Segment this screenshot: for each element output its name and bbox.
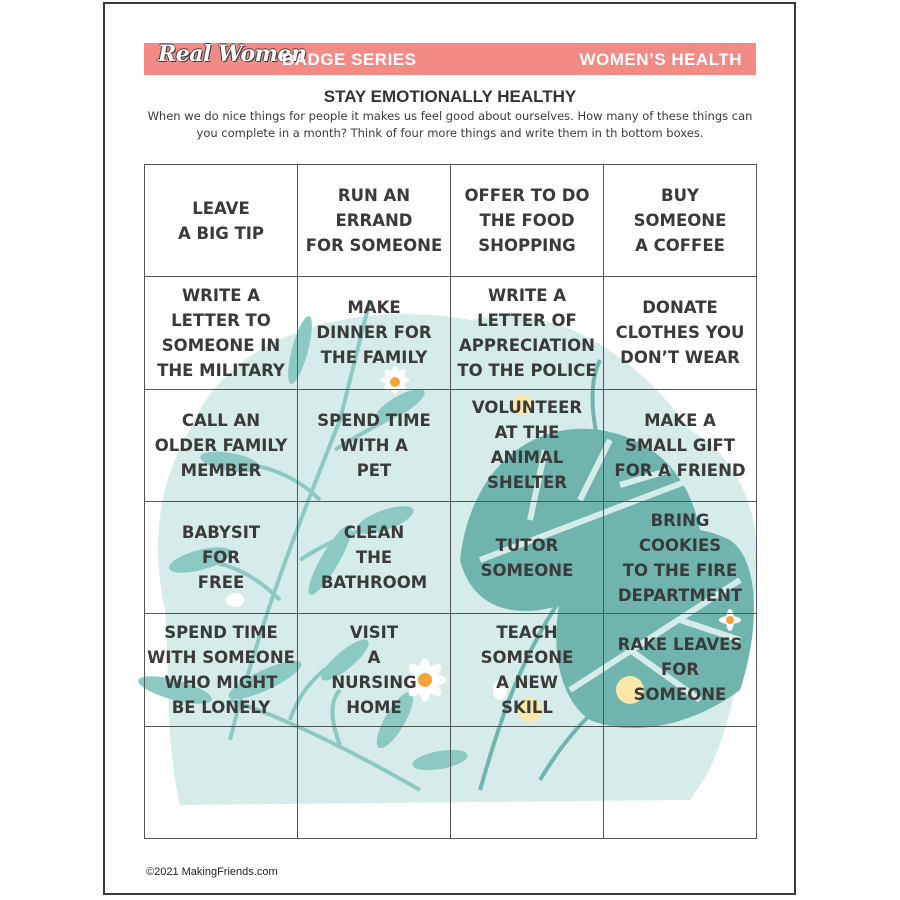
grid-cell: WRITE A LETTER OF APPRECIATION TO THE POLICE <box>450 276 604 389</box>
grid-cell: VOLUNTEER AT THE ANIMAL SHELTER <box>450 389 604 502</box>
blank-write-in-box[interactable] <box>450 726 604 839</box>
blank-write-in-box[interactable] <box>297 726 451 839</box>
grid-cell: MAKE A SMALL GIFT FOR A FRIEND <box>603 389 757 502</box>
grid-cell: CLEAN THE BATHROOM <box>297 501 451 614</box>
instructions-text: When we do nice things for people it makes us feel good about ourselves. How many of these things can you complete in a month? Think of four more things and write them in th bottom boxes. <box>147 109 753 140</box>
grid-cell: LEAVE A BIG TIP <box>144 164 298 277</box>
topic-label: WOMEN’S HEALTH <box>579 50 742 69</box>
blank-write-in-box[interactable] <box>144 726 298 839</box>
grid-cell: RAKE LEAVES FOR SOMEONE <box>603 613 757 726</box>
grid-cell: SPEND TIME WITH SOMEONE WHO MIGHT BE LONELY <box>144 613 298 726</box>
brand-logo: Real Women <box>158 41 307 67</box>
copyright-footer: ©2021 MakingFriends.com <box>146 866 278 878</box>
grid-cell: OFFER TO DO THE FOOD SHOPPING <box>450 164 604 277</box>
grid-cell: TEACH SOMEONE A NEW SKILL <box>450 613 604 726</box>
blank-write-in-box[interactable] <box>603 726 757 839</box>
grid-cell: TUTOR SOMEONE <box>450 501 604 614</box>
grid-cell: BRING COOKIES TO THE FIRE DEPARTMENT <box>603 501 757 614</box>
grid-cell: MAKE DINNER FOR THE FAMILY <box>297 276 451 389</box>
grid-cell: RUN AN ERRAND FOR SOMEONE <box>297 164 451 277</box>
grid-cell: WRITE A LETTER TO SOMEONE IN THE MILITARY <box>144 276 298 389</box>
kindness-bingo-grid <box>144 164 756 838</box>
grid-cell: VISIT A NURSING HOME <box>297 613 451 726</box>
page-title: STAY EMOTIONALLY HEALTHY <box>323 87 577 106</box>
grid-cell: CALL AN OLDER FAMILY MEMBER <box>144 389 298 502</box>
series-label: BADGE SERIES <box>282 50 417 69</box>
grid-cell: BUY SOMEONE A COFFEE <box>603 164 757 277</box>
grid-cell: DONATE CLOTHES YOU DON’T WEAR <box>603 276 757 389</box>
grid-cell: SPEND TIME WITH A PET <box>297 389 451 502</box>
grid-cell: BABYSIT FOR FREE <box>144 501 298 614</box>
